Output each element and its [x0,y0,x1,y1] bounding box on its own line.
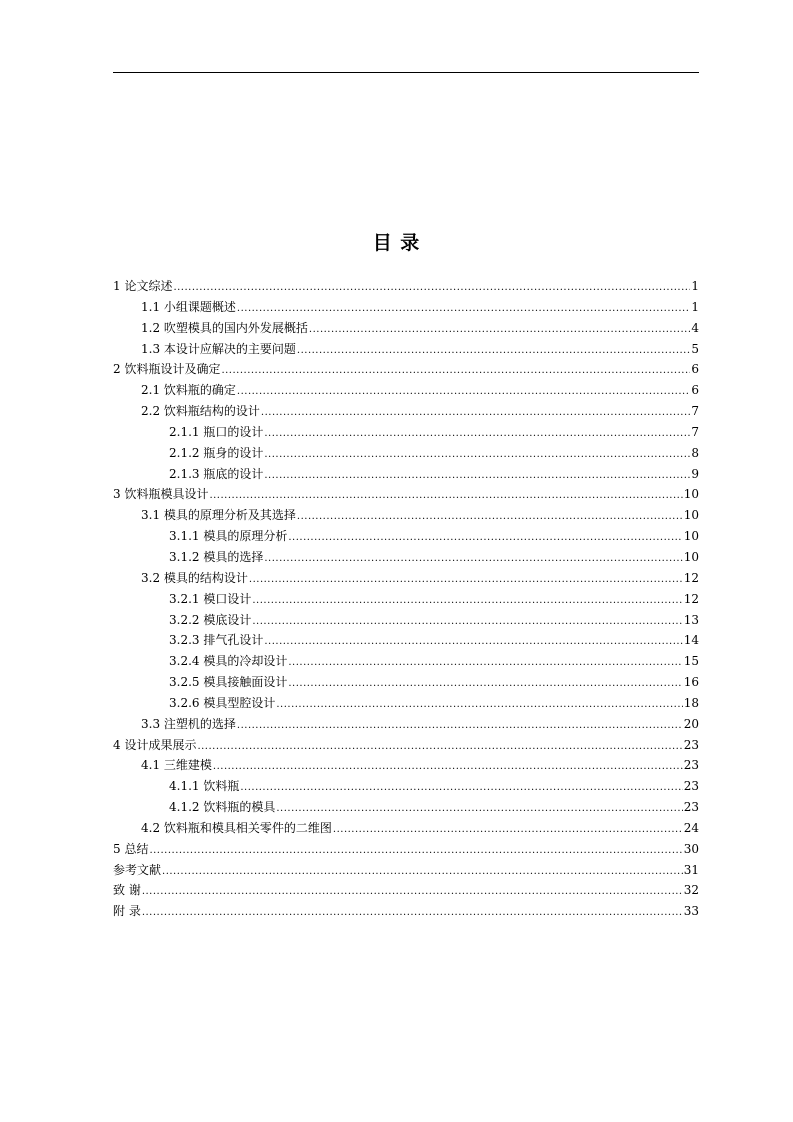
toc-entry-page-number: 12 [683,570,699,585]
toc-dot-leader [162,862,683,883]
toc-entry[interactable] [113,630,699,651]
toc-entry-page-number: 10 [683,508,699,523]
toc-dot-leader [264,445,690,466]
toc-dot-leader [276,695,682,716]
toc-dot-leader [261,403,690,424]
toc-entry-page-number: 30 [683,841,699,856]
toc-entry[interactable] [113,443,699,464]
toc-entry-label: 1.3 本设计应解决的主要问题 [141,341,296,356]
toc-entry-page-number: 24 [683,820,699,835]
toc-dot-leader [333,820,683,841]
toc-dot-leader [237,382,690,403]
toc-entry-label: 5 总结 [113,841,149,856]
toc-entry[interactable] [113,380,699,401]
toc-entry[interactable] [113,568,699,589]
toc-entry[interactable] [113,880,699,901]
toc-entry[interactable] [113,401,699,422]
toc-entry[interactable] [113,276,699,297]
toc-entry-page-number: 6 [691,362,699,377]
toc-entry-page-number: 8 [691,445,699,460]
toc-entry-page-number: 18 [683,695,699,710]
toc-entry-label: 4 设计成果展示 [113,737,197,752]
toc-entry-label: 1 论文综述 [113,279,173,293]
toc-entry-page-number: 10 [683,549,699,564]
toc-entry[interactable] [113,339,699,360]
toc-entry-page-number: 1 [691,299,699,314]
toc-dot-leader [173,278,690,299]
toc-dot-leader [249,570,683,591]
toc-entry-page-number: 7 [691,404,699,419]
toc-dot-leader [213,757,683,778]
toc-entry-page-number: 4 [691,320,699,335]
toc-entry-page-number: 23 [683,737,699,752]
toc-entry-label: 2 饮料瓶设计及确定 [113,362,221,377]
toc-entry-label: 3.2.1 模口设计 [169,591,252,606]
toc-entry-page-number: 23 [683,758,699,773]
toc-entry-page-number: 6 [691,383,699,398]
toc-entry-label: 致 谢 [113,883,141,898]
toc-entry-page-number: 10 [683,487,699,502]
toc-entry[interactable] [113,589,699,610]
toc-dot-leader [264,466,690,487]
toc-entry[interactable] [113,464,699,485]
toc-dot-leader [264,632,682,653]
toc-entry-label: 3.1 模具的原理分析及其选择 [141,508,296,523]
toc-entry-page-number: 15 [683,654,699,669]
toc-entry[interactable] [113,610,699,631]
toc-entry[interactable] [113,526,699,547]
toc-entry-label: 3.2.3 排气孔设计 [169,633,264,648]
toc-entry-label: 2.1.3 瓶底的设计 [169,466,264,481]
toc-entry-page-number: 5 [691,341,699,356]
toc-dot-leader [288,528,682,549]
toc-dot-leader [252,612,682,633]
toc-dot-leader [252,591,682,612]
toc-entry-label: 3.2.2 模底设计 [169,612,252,627]
toc-entry-label: 1.2 吹塑模具的国内外发展概括 [141,320,308,335]
toc-entry-label: 2.1 饮料瓶的确定 [141,383,236,398]
toc-entry[interactable] [113,860,699,881]
toc-entry[interactable] [113,651,699,672]
toc-dot-leader [297,341,690,362]
toc-entry[interactable] [113,318,699,339]
toc-dot-leader [209,486,682,507]
toc-entry[interactable] [113,672,699,693]
toc-entry[interactable] [113,755,699,776]
table-of-contents [113,276,699,922]
toc-entry-label: 2.1.1 瓶口的设计 [169,424,264,439]
toc-entry-label: 3.2 模具的结构设计 [141,570,248,585]
toc-entry-label: 4.2 饮料瓶和模具相关零件的二维图 [141,820,332,835]
toc-dot-leader [237,716,683,737]
toc-dot-leader [240,778,682,799]
toc-entry-label: 3.3 注塑机的选择 [141,716,236,731]
toc-entry-page-number: 20 [683,716,699,731]
toc-entry-page-number: 23 [683,800,699,815]
toc-dot-leader [288,674,682,695]
toc-dot-leader [276,799,682,820]
toc-entry[interactable] [113,547,699,568]
toc-entry-label: 4.1.2 饮料瓶的模具 [169,800,276,815]
toc-entry[interactable] [113,901,699,922]
toc-entry[interactable] [113,505,699,526]
toc-entry-page-number: 32 [683,883,699,898]
toc-entry[interactable] [113,297,699,318]
toc-entry-label: 参考文献 [113,862,162,877]
toc-entry-page-number: 16 [683,675,699,690]
toc-entry-label: 3.2.5 模具接触面设计 [169,675,288,690]
toc-dot-leader [264,424,690,445]
toc-entry-page-number: 12 [683,591,699,606]
toc-dot-leader [197,737,682,758]
toc-dot-leader [237,299,690,320]
toc-entry-page-number: 33 [683,904,699,919]
toc-dot-leader [264,549,682,570]
toc-entry-page-number: 7 [691,424,699,439]
toc-entry-label: 附 录 [113,904,141,919]
toc-entry-page-number: 1 [691,279,699,293]
toc-dot-leader [309,320,690,341]
toc-entry-page-number: 14 [683,633,699,648]
toc-entry-label: 3.1.1 模具的原理分析 [169,529,288,544]
header-rule [113,72,699,73]
toc-entry[interactable] [113,714,699,735]
toc-entry[interactable] [113,735,699,756]
toc-entry[interactable] [113,818,699,839]
toc-entry-label: 4.1.1 饮料瓶 [169,779,240,794]
toc-dot-leader [221,361,690,382]
page-title: 目 录 [372,232,421,254]
toc-dot-leader [288,653,682,674]
toc-entry-label: 1.1 小组课题概述 [141,299,236,314]
toc-entry-label: 4.1 三维建模 [141,758,212,773]
toc-entry-page-number: 10 [683,529,699,544]
toc-entry-page-number: 23 [683,779,699,794]
toc-entry-label: 2.1.2 瓶身的设计 [169,445,264,460]
toc-entry[interactable] [113,839,699,860]
toc-entry-page-number: 9 [691,466,699,481]
toc-entry[interactable] [113,776,699,797]
toc-dot-leader [142,903,683,924]
toc-entry-label: 2.2 饮料瓶结构的设计 [141,404,260,419]
toc-entry[interactable] [113,484,699,505]
toc-dot-leader [297,507,683,528]
toc-entry-label: 3.2.4 模具的冷却设计 [169,654,288,669]
toc-entry[interactable] [113,797,699,818]
toc-entry-page-number: 31 [683,862,699,877]
toc-entry[interactable] [113,693,699,714]
toc-entry[interactable] [113,359,699,380]
toc-entry-page-number: 13 [683,612,699,627]
toc-entry[interactable] [113,422,699,443]
toc-entry-label: 3.2.6 模具型腔设计 [169,695,276,710]
toc-dot-leader [149,841,682,862]
toc-entry-label: 3 饮料瓶模具设计 [113,487,209,502]
toc-dot-leader [142,882,683,903]
toc-entry-label: 3.1.2 模具的选择 [169,549,264,564]
